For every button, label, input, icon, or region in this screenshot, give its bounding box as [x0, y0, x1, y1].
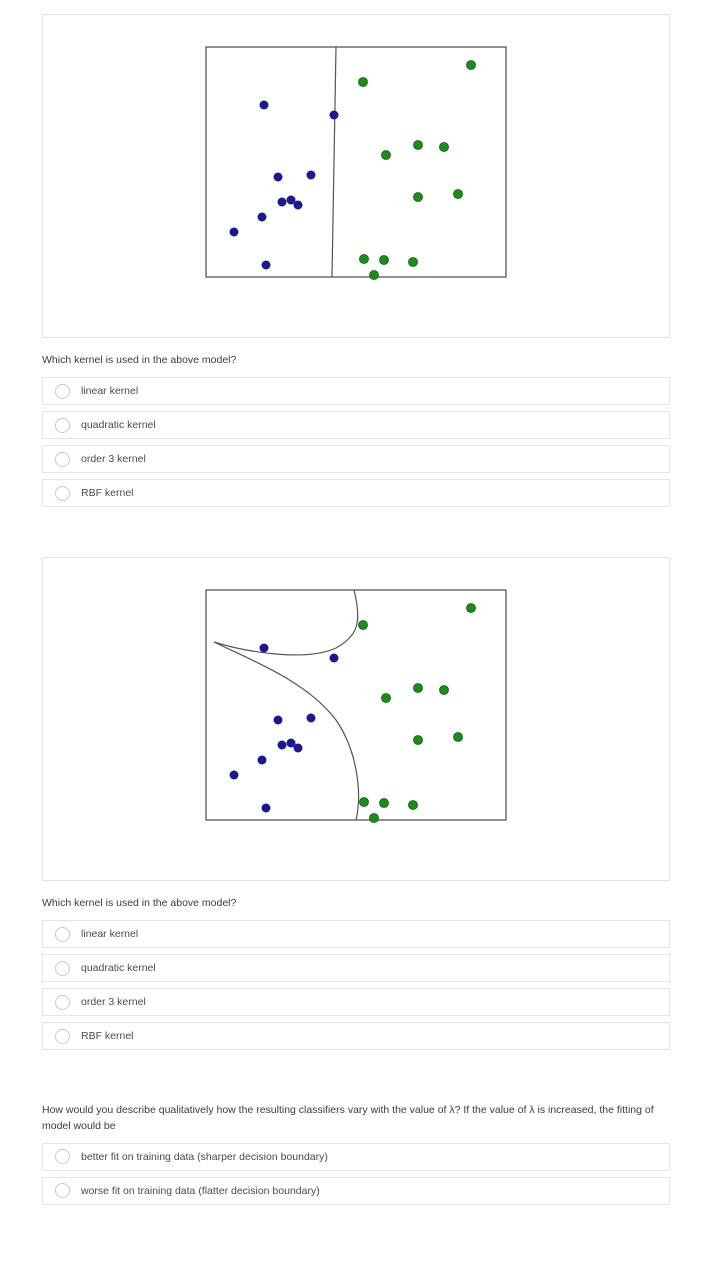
radio-icon[interactable]	[55, 452, 70, 467]
section-spacer	[0, 1056, 720, 1088]
scatter-plot-rbf	[186, 570, 526, 870]
radio-icon[interactable]	[55, 1029, 70, 1044]
question-block-3	[0, 1103, 720, 1204]
option-label: order 3 kernel	[81, 453, 146, 466]
radio-icon[interactable]	[55, 384, 70, 399]
figure-card-1	[42, 14, 670, 338]
option-label: worse fit on training data (flatter decision boundary)	[81, 1184, 320, 1197]
radio-icon[interactable]	[55, 418, 70, 433]
radio-icon[interactable]	[55, 961, 70, 976]
option-row[interactable]	[42, 1143, 670, 1171]
option-row[interactable]	[42, 479, 670, 507]
figure-inner-1	[43, 27, 669, 327]
option-label: linear kernel	[81, 928, 139, 941]
options-list-1	[42, 377, 670, 507]
option-row[interactable]	[42, 920, 670, 948]
radio-icon[interactable]	[55, 1183, 70, 1198]
option-row[interactable]	[42, 1022, 670, 1050]
section-spacer	[0, 513, 720, 557]
option-row[interactable]	[42, 988, 670, 1016]
option-row[interactable]	[42, 377, 670, 405]
scatter-plot-linear	[186, 27, 526, 327]
option-label: quadratic kernel	[81, 962, 156, 975]
option-row[interactable]	[42, 445, 670, 473]
radio-icon[interactable]	[55, 995, 70, 1010]
option-label: linear kernel	[81, 385, 139, 398]
radio-icon[interactable]	[55, 486, 70, 501]
question-prompt: Which kernel is used in the above model?	[42, 897, 237, 910]
question-block-1	[0, 14, 720, 507]
options-list-2	[42, 920, 670, 1050]
question-prompt: How would you describe qualitatively how the resulting classifiers vary with the value of λ? If the value of λ is increased, the fitting of model would be	[42, 1104, 654, 1132]
option-label: RBF kernel	[81, 1030, 134, 1043]
figure-inner-2	[43, 570, 669, 870]
options-list-3	[42, 1143, 670, 1205]
radio-icon[interactable]	[55, 927, 70, 942]
option-row[interactable]	[42, 1177, 670, 1205]
question-block-2	[0, 557, 720, 1050]
question-prompt: Which kernel is used in the above model?	[42, 354, 237, 366]
option-label: order 3 kernel	[81, 996, 146, 1009]
option-label: RBF kernel	[81, 487, 134, 500]
radio-icon[interactable]	[55, 1149, 70, 1164]
option-row[interactable]	[42, 954, 670, 982]
option-label: better fit on training data (sharper decision boundary)	[81, 1150, 328, 1163]
figure-card-2	[42, 557, 670, 881]
option-row[interactable]	[42, 411, 670, 439]
option-label: quadratic kernel	[81, 419, 156, 432]
